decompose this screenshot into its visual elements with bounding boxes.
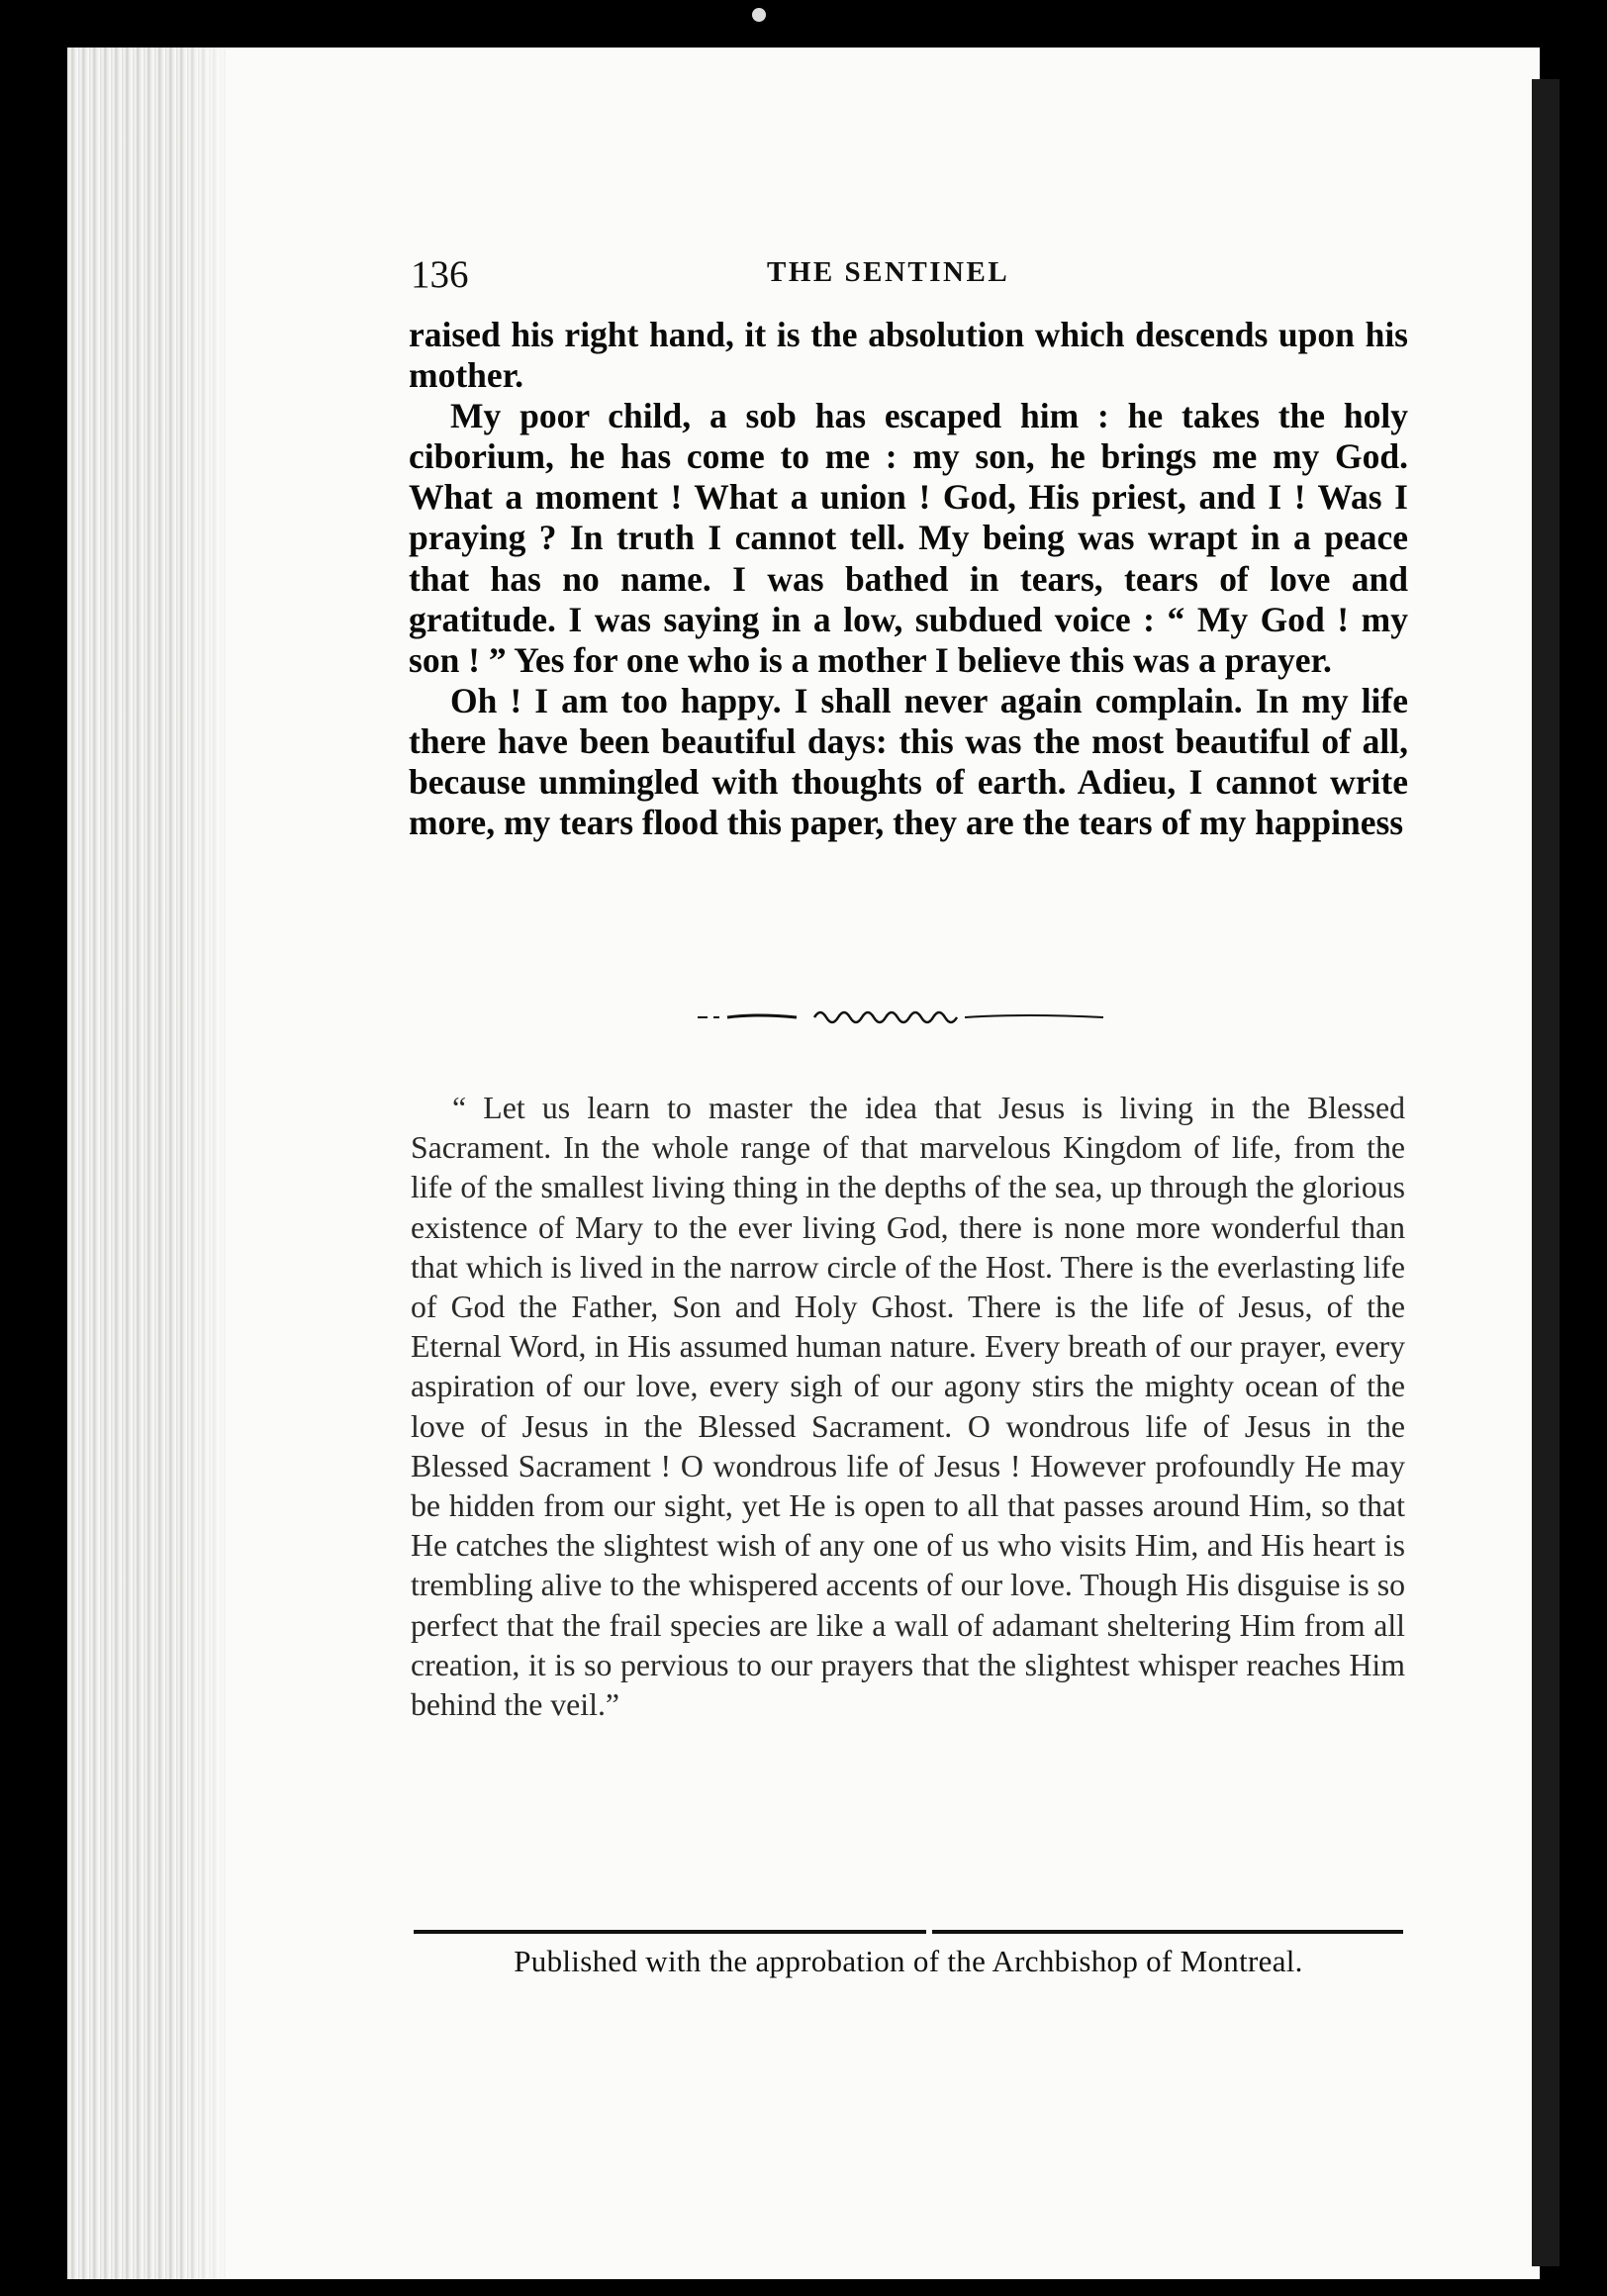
footer-rule-break (926, 1929, 932, 1935)
letter-text (409, 315, 1408, 843)
letter-paragraph: Oh ! I am too happy. I shall never again complain. In my life there have been beautiful days: this was the most beautiful of all, because unmingled with thoughts of earth. Adieu, I cannot write more, my tears flood this paper, they are the tears of my happiness (409, 680, 1408, 843)
imprint-line: Published with the approbation of the Archbishop of Montreal. (514, 1944, 1303, 1978)
page-number: 136 (411, 253, 469, 296)
quotation-paragraph: “ Let us learn to master the idea that Jesus is living in the Blessed Sacrament. In the whole range of that marvelous Kingdom of life, from the life of the smallest living thing in the depths of the sea, up through the glorious existence of Mary to the ever living God, there is none more wonderful than that which is lived in the narrow circle of the Host. There is the everlasting life of God the Father, Son and Holy Ghost. There is the life of Jesus, of the Eternal Word, in His assumed human nature. Every breath of our prayer, every aspiration of our love, every sigh of our agony stirs the mighty ocean of the love of Jesus in the Blessed Sacrament. O wondrous life of Jesus in the Blessed Sacrament ! O wondrous life of Jesus ! However profoundly He may be hidden from our sight, yet He is open to all that passes around Him, so that He catches the slightest wish of any one of us who visits Him, and His heart is trembling alive to the whispered accents of our love. Though His disguise is so perfect that the frail species are like a wall of adamant sheltering Him from all creation, it is so pervious to our prayers that the slightest whisper reaches Him behind the veil.” (411, 1091, 1405, 1723)
scan-speck (752, 8, 766, 22)
letter-paragraph: raised his right hand, it is the absolution which descends upon his mother. (409, 315, 1408, 396)
footer-rule (414, 1930, 1403, 1934)
page-edge-fade (178, 48, 237, 2279)
section-divider-ornament (698, 1000, 1103, 1035)
running-title: THE SENTINEL (767, 256, 1010, 288)
binding-shadow (1532, 79, 1560, 2266)
letter-paragraph: My poor child, a sob has escaped him : he takes the holy ciborium, he has come to me : my son, he brings me my God. What a moment ! What a union ! God, His priest, and I ! Was I praying ? In truth I cannot tell. My being was wrapt in a peace that has no name. I was bathed in tears, tears of love and gratitude. I was saying in a low, subdued voice : “ My God ! my son ! ” Yes for one who is a mother I believe this was a prayer. (409, 396, 1408, 680)
quotation-text (411, 1089, 1405, 1725)
running-head (411, 252, 1405, 296)
